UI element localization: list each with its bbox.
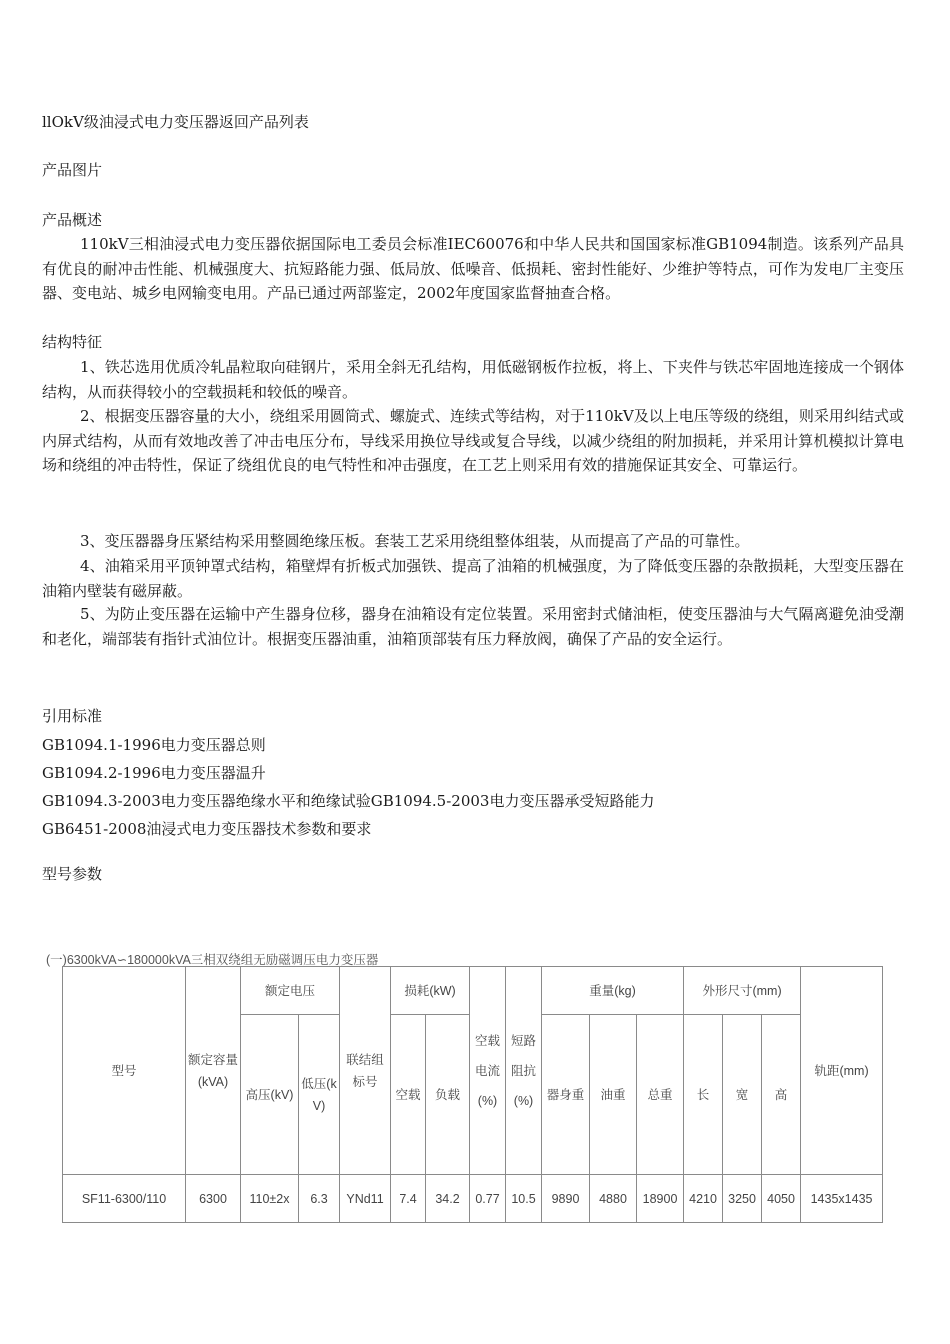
table-caption: (一)6300kVA∽180000kVA三相双绕组无励磁调压电力变压器 [46, 953, 379, 967]
cell-model: SF11-6300/110 [63, 1175, 186, 1223]
structure-item-1: 1、铁芯选用优质冷轧晶粒取向硅钢片，采用全斜无孔结构，用低磁钢板作拉板，将上、下夹件与铁芯牢固地连接成一个钢体结构，从而获得较小的空载损耗和较低的噪音。 [42, 358, 904, 401]
cell-length: 4210 [684, 1175, 723, 1223]
header-noload-current: 空载电流(%) [470, 967, 506, 1175]
header-body-weight: 器身重 [542, 1015, 590, 1175]
header-group: 联结组标号 [340, 967, 391, 1175]
header-noload-loss: 空载 [391, 1015, 426, 1175]
cell-height: 4050 [762, 1175, 801, 1223]
header-weight: 重量(kg) [542, 967, 684, 1015]
cell-load-loss: 34.2 [426, 1175, 470, 1223]
structure-item-4: 4、油箱采用平顶钟罩式结构，箱壁焊有折板式加强铁、提高了油箱的机械强度，为了降低变压器的杂散损耗，大型变压器在油箱内壁装有磁屏蔽。 [42, 557, 904, 600]
cell-group: YNd11 [340, 1175, 391, 1223]
structure-item-3: 3、变压器器身压紧结构采用整圆绝缘压板。套装工艺采用绕组整体组装，从而提高了产品的可靠性。 [80, 532, 750, 550]
header-dims: 外形尺寸(mm) [684, 967, 801, 1015]
header-height: 高 [762, 1015, 801, 1175]
cell-width: 3250 [723, 1175, 762, 1223]
header-load-loss: 负载 [426, 1015, 470, 1175]
section-heading-image: 产品图片 [42, 161, 103, 179]
header-gauge: 轨距(mm) [801, 967, 883, 1175]
header-width: 宽 [723, 1015, 762, 1175]
cell-total-weight: 18900 [637, 1175, 684, 1223]
header-lv: 低压(kV) [299, 1015, 340, 1175]
spec-table [62, 966, 883, 1223]
section-heading-overview: 产品概述 [42, 211, 103, 229]
standard-item: GB6451-2008油浸式电力变压器技术参数和要求 [42, 820, 372, 838]
section-heading-structure: 结构特征 [42, 333, 103, 351]
overview-paragraph: 110kV三相油浸式电力变压器依据国际电工委员会标准IEC60076和中华人民共和国国家标准GB1094制造。该系列产品具有优良的耐冲击性能、机械强度大、抗短路能力强、低局放、低噪音、低损耗、密封性能好、少维护等特点，可作为发电厂主变压器、变电站、城乡电网输变电用。产品已通过两部鉴定，2002年度国家监督抽查合格。 [42, 235, 904, 302]
standard-item: GB1094.2-1996电力变压器温升 [42, 764, 266, 782]
cell-capacity: 6300 [186, 1175, 241, 1223]
page-title: llOkV级油浸式电力变压器返回产品列表 [42, 113, 309, 131]
header-length: 长 [684, 1015, 723, 1175]
header-model: 型号 [63, 967, 186, 1175]
header-oil-weight: 油重 [590, 1015, 637, 1175]
cell-oil-weight: 4880 [590, 1175, 637, 1223]
header-capacity: 额定容量(kVA) [186, 967, 241, 1175]
header-impedance: 短路阻抗(%) [506, 967, 542, 1175]
cell-noload-current: 0.77 [470, 1175, 506, 1223]
header-total-weight: 总重 [637, 1015, 684, 1175]
cell-hv: 110±2x [241, 1175, 299, 1223]
standard-item: GB1094.1-1996电力变压器总则 [42, 736, 266, 754]
standard-item: GB1094.3-2003电力变压器绝缘水平和绝缘试验GB1094.5-2003电力变压器承受短路能力 [42, 792, 655, 810]
cell-impedance: 10.5 [506, 1175, 542, 1223]
header-voltage: 额定电压 [241, 967, 340, 1015]
cell-body-weight: 9890 [542, 1175, 590, 1223]
cell-noload-loss: 7.4 [391, 1175, 426, 1223]
structure-item-2: 2、根据变压器容量的大小，绕组采用圆筒式、螺旋式、连续式等结构，对于110kV及以上电压等级的绕组，则采用纠结式或内屏式结构，从而有效地改善了冲击电压分布，导线采用换位导线或复合导线，以减少绕组的附加损耗，并采用计算机模拟计算电场和绕组的冲击特性，保证了绕组优良的电气特性和冲击强度，在工艺上则采用有效的措施保证其安全、可靠运行。 [42, 407, 904, 474]
header-loss: 损耗(kW) [391, 967, 470, 1015]
structure-item-5: 5、为防止变压器在运输中产生器身位移，器身在油箱设有定位装置。采用密封式储油柜，使变压器油与大气隔离避免油受潮和老化，端部装有指针式油位计。根据变压器油重，油箱顶部装有压力释放阀，确保了产品的安全运行。 [42, 605, 904, 648]
header-hv: 高压(kV) [241, 1015, 299, 1175]
section-heading-params: 型号参数 [42, 865, 103, 883]
cell-lv: 6.3 [299, 1175, 340, 1223]
table-row [63, 1175, 883, 1223]
cell-gauge: 1435x1435 [801, 1175, 883, 1223]
section-heading-standards: 引用标准 [42, 707, 103, 725]
